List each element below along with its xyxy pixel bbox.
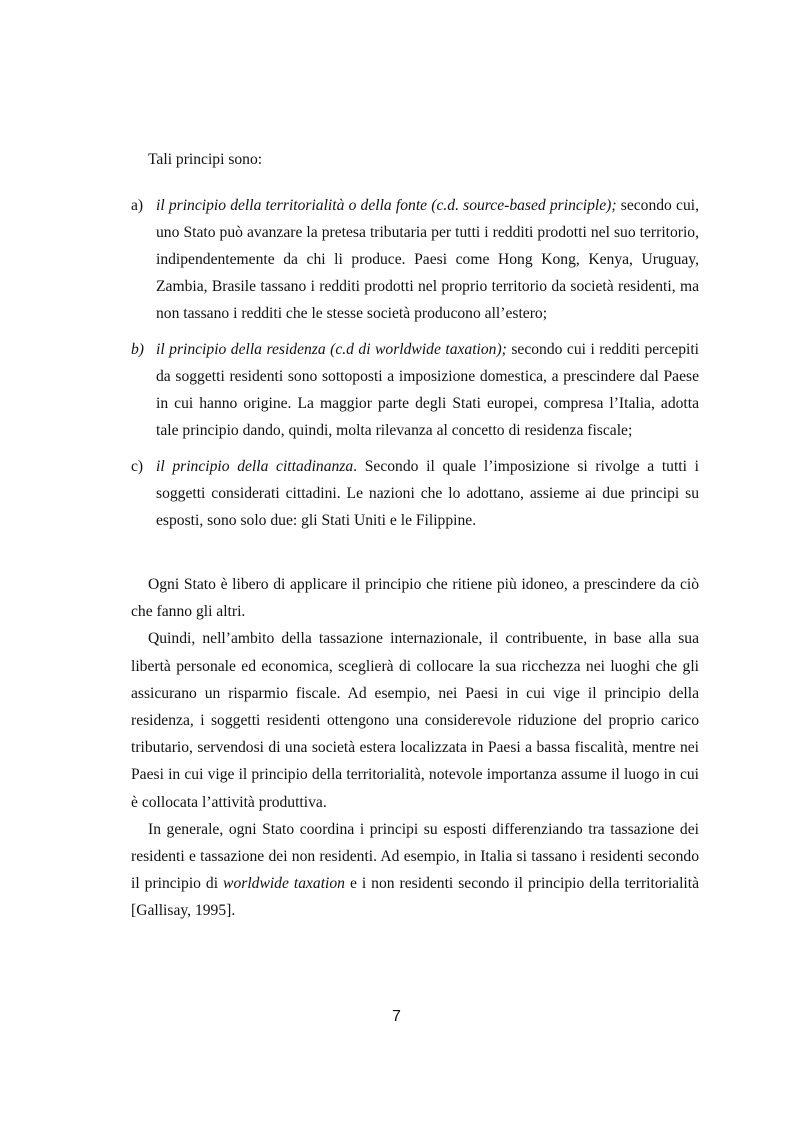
list-marker-a: a) [131,197,144,214]
list-item-b-text: secondo cui i redditi percepiti da soggetti residenti sono sottoposti a imposizione domestica, a prescindere dal Paese in cui hanno origine. La maggior parte degli Stati europei, compresa l’Italia, adotta tale principio dando, quindi, molta rilevanza al concetto di residenza fiscale; [156,341,699,439]
paragraph-2: Quindi, nell’ambito della tassazione internazionale, il contribuente, in base alla sua libertà personale ed economica, sceglierà di collocare la sua ricchezza nei luoghi che gli assicurano un risparmio fiscale. Ad esempio, nei Paesi in cui vige il principio della residenza, i soggetti residenti ottengono una considerevole riduzione del proprio carico tributario, servendosi di una società estera localizzata in Paesi a bassa fiscalità, mentre nei Paesi in cui vige il principio della territorialità, notevole importanza assume il luogo in cui è collocata l’attività produttiva. [131,630,699,811]
paragraph-3-end: e i non residenti secondo il principio della territorialità [Gallisay, 1995]. [131,875,699,920]
list-marker-c: c) [131,458,144,475]
list-item-c [131,453,699,534]
paragraph-3-start: In generale, ogni Stato coordina i principi su esposti differenziando tra tassazione dei residenti e tassazione dei non residenti. Ad esempio, in Italia si tassano i residenti secondo il principio di [131,820,699,893]
intro-text: Tali principi sono: [148,151,263,168]
principles-list [131,192,699,534]
list-item-c-text: . Secondo il quale l’imposizione si rivolge a tutti i soggetti considerati cittadini. Le nazioni che lo adottano, assieme ai due principi su esposti, sono solo due: gli Stati Uniti e le Filippine. [156,458,699,529]
page-number: 7 [392,1008,401,1025]
list-item-a-title: il principio della territorialità o della fonte (c.d. source-based principle); [156,197,617,214]
list-marker-b: b) [131,341,144,358]
list-item-b [131,336,699,444]
list-item-c-title: il principio della cittadinanza [156,458,354,475]
paragraph-3-italic: worldwide taxation [223,875,345,893]
list-item-a [131,192,699,327]
list-item-a-text: secondo cui, uno Stato può avanzare la pretesa tributaria per tutti i redditi prodotti nel suo territorio, indipendentemente da chi li produce. Paesi come Hong Kong, Kenya, Uruguay, Zambia, Brasile tassano i redditi prodotti nel proprio territorio da società residenti, ma non tassano i redditi che le stesse società producono all’estero; [156,197,699,322]
body-paragraphs [131,571,699,925]
page-body [131,146,699,925]
paragraph-1: Ogni Stato è libero di applicare il principio che ritiene più idoneo, a prescindere da ciò che fanno gli altri. [131,576,699,621]
list-item-b-title: il principio della residenza (c.d di worldwide taxation); [156,341,507,358]
paragraph-3 [131,816,699,925]
